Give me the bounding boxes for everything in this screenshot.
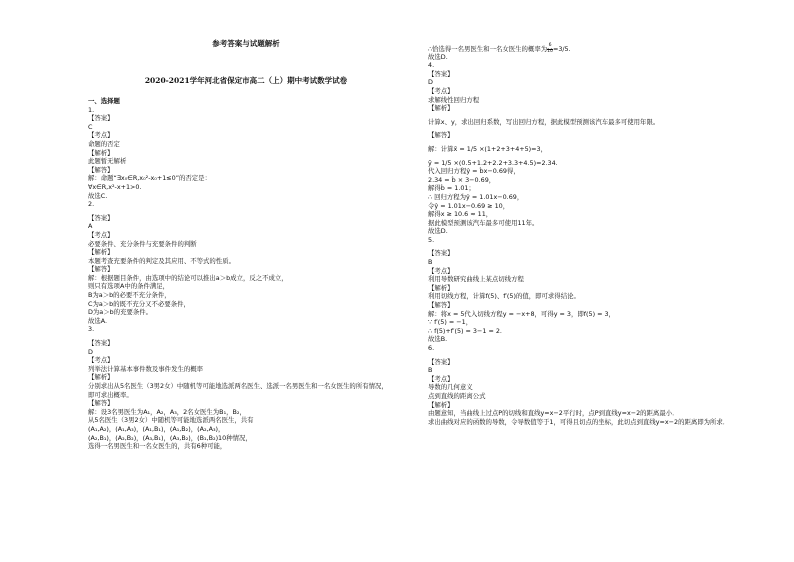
line-text: 必要条件、充分条件与充要条件的判断 bbox=[88, 239, 197, 248]
line-text: 解：命题“∃x₀∈R,x₀²-x₀+1≤0”的否定是： bbox=[88, 174, 211, 183]
line-text: 【考点】 bbox=[428, 374, 454, 383]
text-line bbox=[428, 104, 768, 113]
text-line bbox=[88, 140, 404, 149]
text-line bbox=[428, 249, 768, 258]
line-text: 从5名医生（3男2女）中随机等可能地选派两名医生，共有 bbox=[88, 416, 254, 425]
line-text: 4. bbox=[428, 61, 435, 70]
text-line bbox=[88, 373, 404, 382]
line-text: ∵ f′(5) = −1， bbox=[428, 318, 473, 327]
line-text: 【答案】 bbox=[428, 357, 454, 366]
text-line bbox=[428, 392, 768, 401]
text-line bbox=[428, 335, 768, 344]
text-line bbox=[88, 308, 404, 317]
text-line bbox=[88, 425, 404, 434]
line-text: 导数的几何意义 bbox=[428, 383, 473, 392]
line-text: 故选A. bbox=[88, 316, 108, 325]
text-line bbox=[88, 114, 404, 123]
line-text: 计算x、y，求出回归系数，写出回归方程，据此模型预测该汽车最多可使用年限。 bbox=[428, 117, 660, 126]
text-line bbox=[88, 442, 404, 451]
text-line bbox=[428, 145, 768, 154]
line-text: 利用导数研究曲线上某点切线方程 bbox=[428, 275, 524, 284]
line-text: ∀x∈R,x²-x+1>0. bbox=[88, 182, 142, 191]
line-text: 故选B. bbox=[428, 335, 448, 344]
line-text: B bbox=[428, 258, 433, 267]
line-text: D bbox=[428, 78, 433, 87]
line-text: A bbox=[88, 222, 93, 231]
text-line bbox=[428, 184, 768, 193]
line-text: D为a＞b的充要条件。 bbox=[88, 308, 153, 317]
text-line bbox=[428, 236, 768, 245]
text-line bbox=[88, 391, 404, 400]
text-line bbox=[428, 210, 768, 219]
right-text-block bbox=[428, 44, 768, 426]
line-text: 解：根据题目条件，由选项中的结论可以推出a＞b成立，反之不成立， bbox=[88, 273, 288, 282]
line-text: 据此模型预测该汽车最多可使用11年。 bbox=[428, 218, 539, 227]
text-line bbox=[428, 358, 768, 367]
line-text: (A₂,B₁)，(A₂,B₂)，(A₃,B₁)，(A₃,B₂)，(B₁,B₂)10种情况， bbox=[88, 433, 252, 442]
line-text: 5. bbox=[428, 235, 435, 244]
line-text: 故选C. bbox=[88, 191, 108, 200]
text-line bbox=[428, 202, 768, 211]
text-line bbox=[88, 317, 404, 326]
text-line bbox=[428, 44, 768, 53]
text-line bbox=[88, 131, 404, 140]
line-text: 【解答】 bbox=[428, 131, 454, 140]
left-text-block bbox=[88, 97, 404, 451]
line-text: 3. bbox=[88, 325, 95, 334]
exam-subtitle: 2020-2021学年河北省保定市高二（上）期中考试数学试卷 bbox=[144, 76, 348, 85]
line-text: 【解析】 bbox=[88, 373, 114, 382]
line-text: C为a＞b的既不充分又不必要条件， bbox=[88, 299, 190, 308]
line-text: 命题的否定 bbox=[88, 139, 120, 148]
text-line bbox=[88, 200, 404, 209]
line-text: 6. bbox=[428, 344, 435, 352]
line-text: 此题暂无解析 bbox=[88, 157, 127, 166]
line-text: 解：将x = 5代入切线方程y = −x+8，可得y = 3，即f(5) = 3， bbox=[428, 309, 615, 318]
text-line bbox=[88, 348, 404, 357]
line-text: 故选D. bbox=[428, 227, 448, 236]
text-line bbox=[428, 375, 768, 384]
text-line bbox=[88, 106, 404, 115]
line-text: 【答案】 bbox=[88, 114, 114, 123]
text-line bbox=[88, 265, 404, 274]
text-line bbox=[428, 70, 768, 79]
line-text: 利用切线方程，计算f(5)、f′(5)的值，即可求得结论。 bbox=[428, 292, 580, 301]
text-line bbox=[428, 366, 768, 375]
text-line bbox=[428, 301, 768, 310]
text-line bbox=[88, 416, 404, 425]
text-line bbox=[88, 365, 404, 374]
text-line bbox=[428, 267, 768, 276]
line-text: 列举法计算基本事件数及事件发生的概率 bbox=[88, 364, 204, 373]
text-line bbox=[428, 401, 768, 410]
text-line bbox=[428, 131, 768, 140]
line-text: 【答案】 bbox=[428, 249, 454, 258]
line-text: ∴ 回归方程为ŷ = 1.01x−0.69， bbox=[428, 192, 524, 201]
line-text: 【考点】 bbox=[428, 266, 454, 275]
text-line bbox=[88, 339, 404, 348]
line-text: 代入回归方程ŷ = b̂x−0.69得， bbox=[428, 167, 520, 176]
text-line bbox=[428, 327, 768, 336]
line-text: 【答案】 bbox=[88, 339, 114, 348]
text-line bbox=[428, 344, 768, 353]
text-line bbox=[88, 149, 404, 158]
line-text: 【考点】 bbox=[88, 356, 114, 365]
line-text: B为a＞b的必要不充分条件， bbox=[88, 291, 171, 300]
line-text: 选得一名男医生和一名女医生的，共有6种可能， bbox=[88, 442, 227, 451]
text-line bbox=[428, 176, 768, 185]
line-text: 【解答】 bbox=[88, 165, 114, 174]
line-text: ∴恰选得一名男医生和一名女医生的概率为 bbox=[428, 45, 548, 54]
text-line bbox=[428, 258, 768, 267]
text-line bbox=[88, 399, 404, 408]
text-line bbox=[428, 219, 768, 228]
text-line bbox=[428, 53, 768, 62]
line-text: 令ŷ = 1.01x−0.69 ≥ 10， bbox=[428, 201, 510, 210]
line-text: 解：设3名男医生为A₁，A₂，A₃，2名女医生为B₁，B₂， bbox=[88, 407, 246, 416]
line-text: 1. bbox=[88, 105, 95, 114]
line-text: 一、选择题 bbox=[88, 97, 120, 105]
line-text: (A₁,A₂)，(A₁,A₃)，(A₁,B₁)，(A₁,B₂)，(A₂,A₃)， bbox=[88, 424, 225, 433]
line-text: 即可求出概率。 bbox=[88, 390, 133, 399]
text-line bbox=[88, 300, 404, 309]
line-text: 解：计算x̄ = 1/5 ×(1+2+3+4+5)=3， bbox=[428, 144, 547, 153]
text-line bbox=[428, 275, 768, 284]
text-line bbox=[88, 291, 404, 300]
page-title: 参考答案与试题解析 bbox=[212, 39, 280, 48]
line-text: ȳ = 1/5 ×(0.5+1.2+2.2+3.3+4.5)=2.34. bbox=[428, 158, 558, 167]
text-line bbox=[428, 318, 768, 327]
text-line bbox=[428, 292, 768, 301]
line-text: 【解析】 bbox=[428, 283, 454, 292]
text-line bbox=[428, 383, 768, 392]
text-line bbox=[88, 248, 404, 257]
text-line bbox=[428, 159, 768, 168]
line-text: 【答案】 bbox=[88, 213, 114, 222]
line-text: 【解答】 bbox=[88, 265, 114, 274]
line-text: 2. bbox=[88, 200, 95, 209]
text-line bbox=[88, 222, 404, 231]
line-text: D bbox=[88, 347, 93, 356]
fraction-denominator: 10 bbox=[547, 48, 553, 54]
line-text: 求出曲线对应的函数的导数，令导数值等于1，可得且切点的坐标，此切点到直线y=x−2的距离即为所求． bbox=[428, 417, 730, 426]
line-text: 故选D. bbox=[428, 52, 448, 61]
text-line bbox=[428, 78, 768, 87]
text-line bbox=[428, 96, 768, 105]
line-text: 【答案】 bbox=[428, 69, 454, 78]
text-line bbox=[428, 118, 768, 127]
line-text: 解得x ≥ 10.6 ≈ 11， bbox=[428, 210, 493, 219]
line-text: 分别求出从5名医生（3男2女）中随机等可能地选派两名医生、选派一名男医生和一名女医生的所有情况， bbox=[88, 382, 388, 390]
text-line bbox=[88, 123, 404, 132]
line-tail: =3/5. bbox=[552, 45, 571, 54]
text-line bbox=[88, 257, 404, 266]
text-line bbox=[88, 382, 404, 391]
line-text: 由题意知，当曲线上过点P的切线和直线y=x−2平行时，点P到直线y=x−2的距离最小． bbox=[428, 409, 679, 418]
text-line bbox=[88, 174, 404, 183]
text-line bbox=[88, 214, 404, 223]
line-text: ∴ f(5)+f′(5) = 3−1 = 2. bbox=[428, 326, 502, 335]
text-line bbox=[428, 409, 768, 418]
text-line bbox=[428, 227, 768, 236]
text-line bbox=[88, 231, 404, 240]
line-text: 【解答】 bbox=[428, 301, 454, 310]
text-line bbox=[88, 356, 404, 365]
line-text: 【考点】 bbox=[88, 131, 114, 140]
text-line bbox=[88, 183, 404, 192]
text-line bbox=[88, 325, 404, 334]
text-line bbox=[428, 310, 768, 319]
line-text: 【解答】 bbox=[88, 399, 114, 408]
text-line bbox=[428, 167, 768, 176]
line-text: 【考点】 bbox=[88, 230, 114, 239]
line-text: 【解析】 bbox=[88, 148, 114, 157]
text-line bbox=[88, 97, 404, 106]
line-text: C bbox=[88, 122, 93, 131]
text-line bbox=[428, 61, 768, 70]
line-text: 求解线性回归方程 bbox=[428, 95, 480, 104]
line-text: 则只有选项A中的条件满足， bbox=[88, 282, 170, 291]
text-line bbox=[88, 434, 404, 443]
text-line bbox=[428, 193, 768, 202]
line-text: 【考点】 bbox=[428, 86, 454, 95]
text-line bbox=[88, 282, 404, 291]
line-text: 本题考查充要条件的判定及其应用、不等式的性质。 bbox=[88, 256, 235, 265]
fraction-numerator: 6 bbox=[548, 43, 552, 48]
line-text: 【解析】 bbox=[428, 400, 454, 409]
text-line bbox=[88, 157, 404, 166]
line-text: 【解析】 bbox=[88, 248, 114, 257]
line-text: 2.34 = b̂ × 3−0.69， bbox=[428, 175, 496, 184]
text-line bbox=[88, 192, 404, 201]
line-text: 【解析】 bbox=[428, 104, 454, 113]
line-text: B bbox=[428, 366, 433, 375]
text-line bbox=[428, 418, 768, 427]
line-text: 点到直线的距离公式 bbox=[428, 391, 486, 400]
text-line bbox=[428, 87, 768, 96]
text-line bbox=[88, 240, 404, 249]
line-text: 解得b̂ = 1.01； bbox=[428, 184, 475, 193]
